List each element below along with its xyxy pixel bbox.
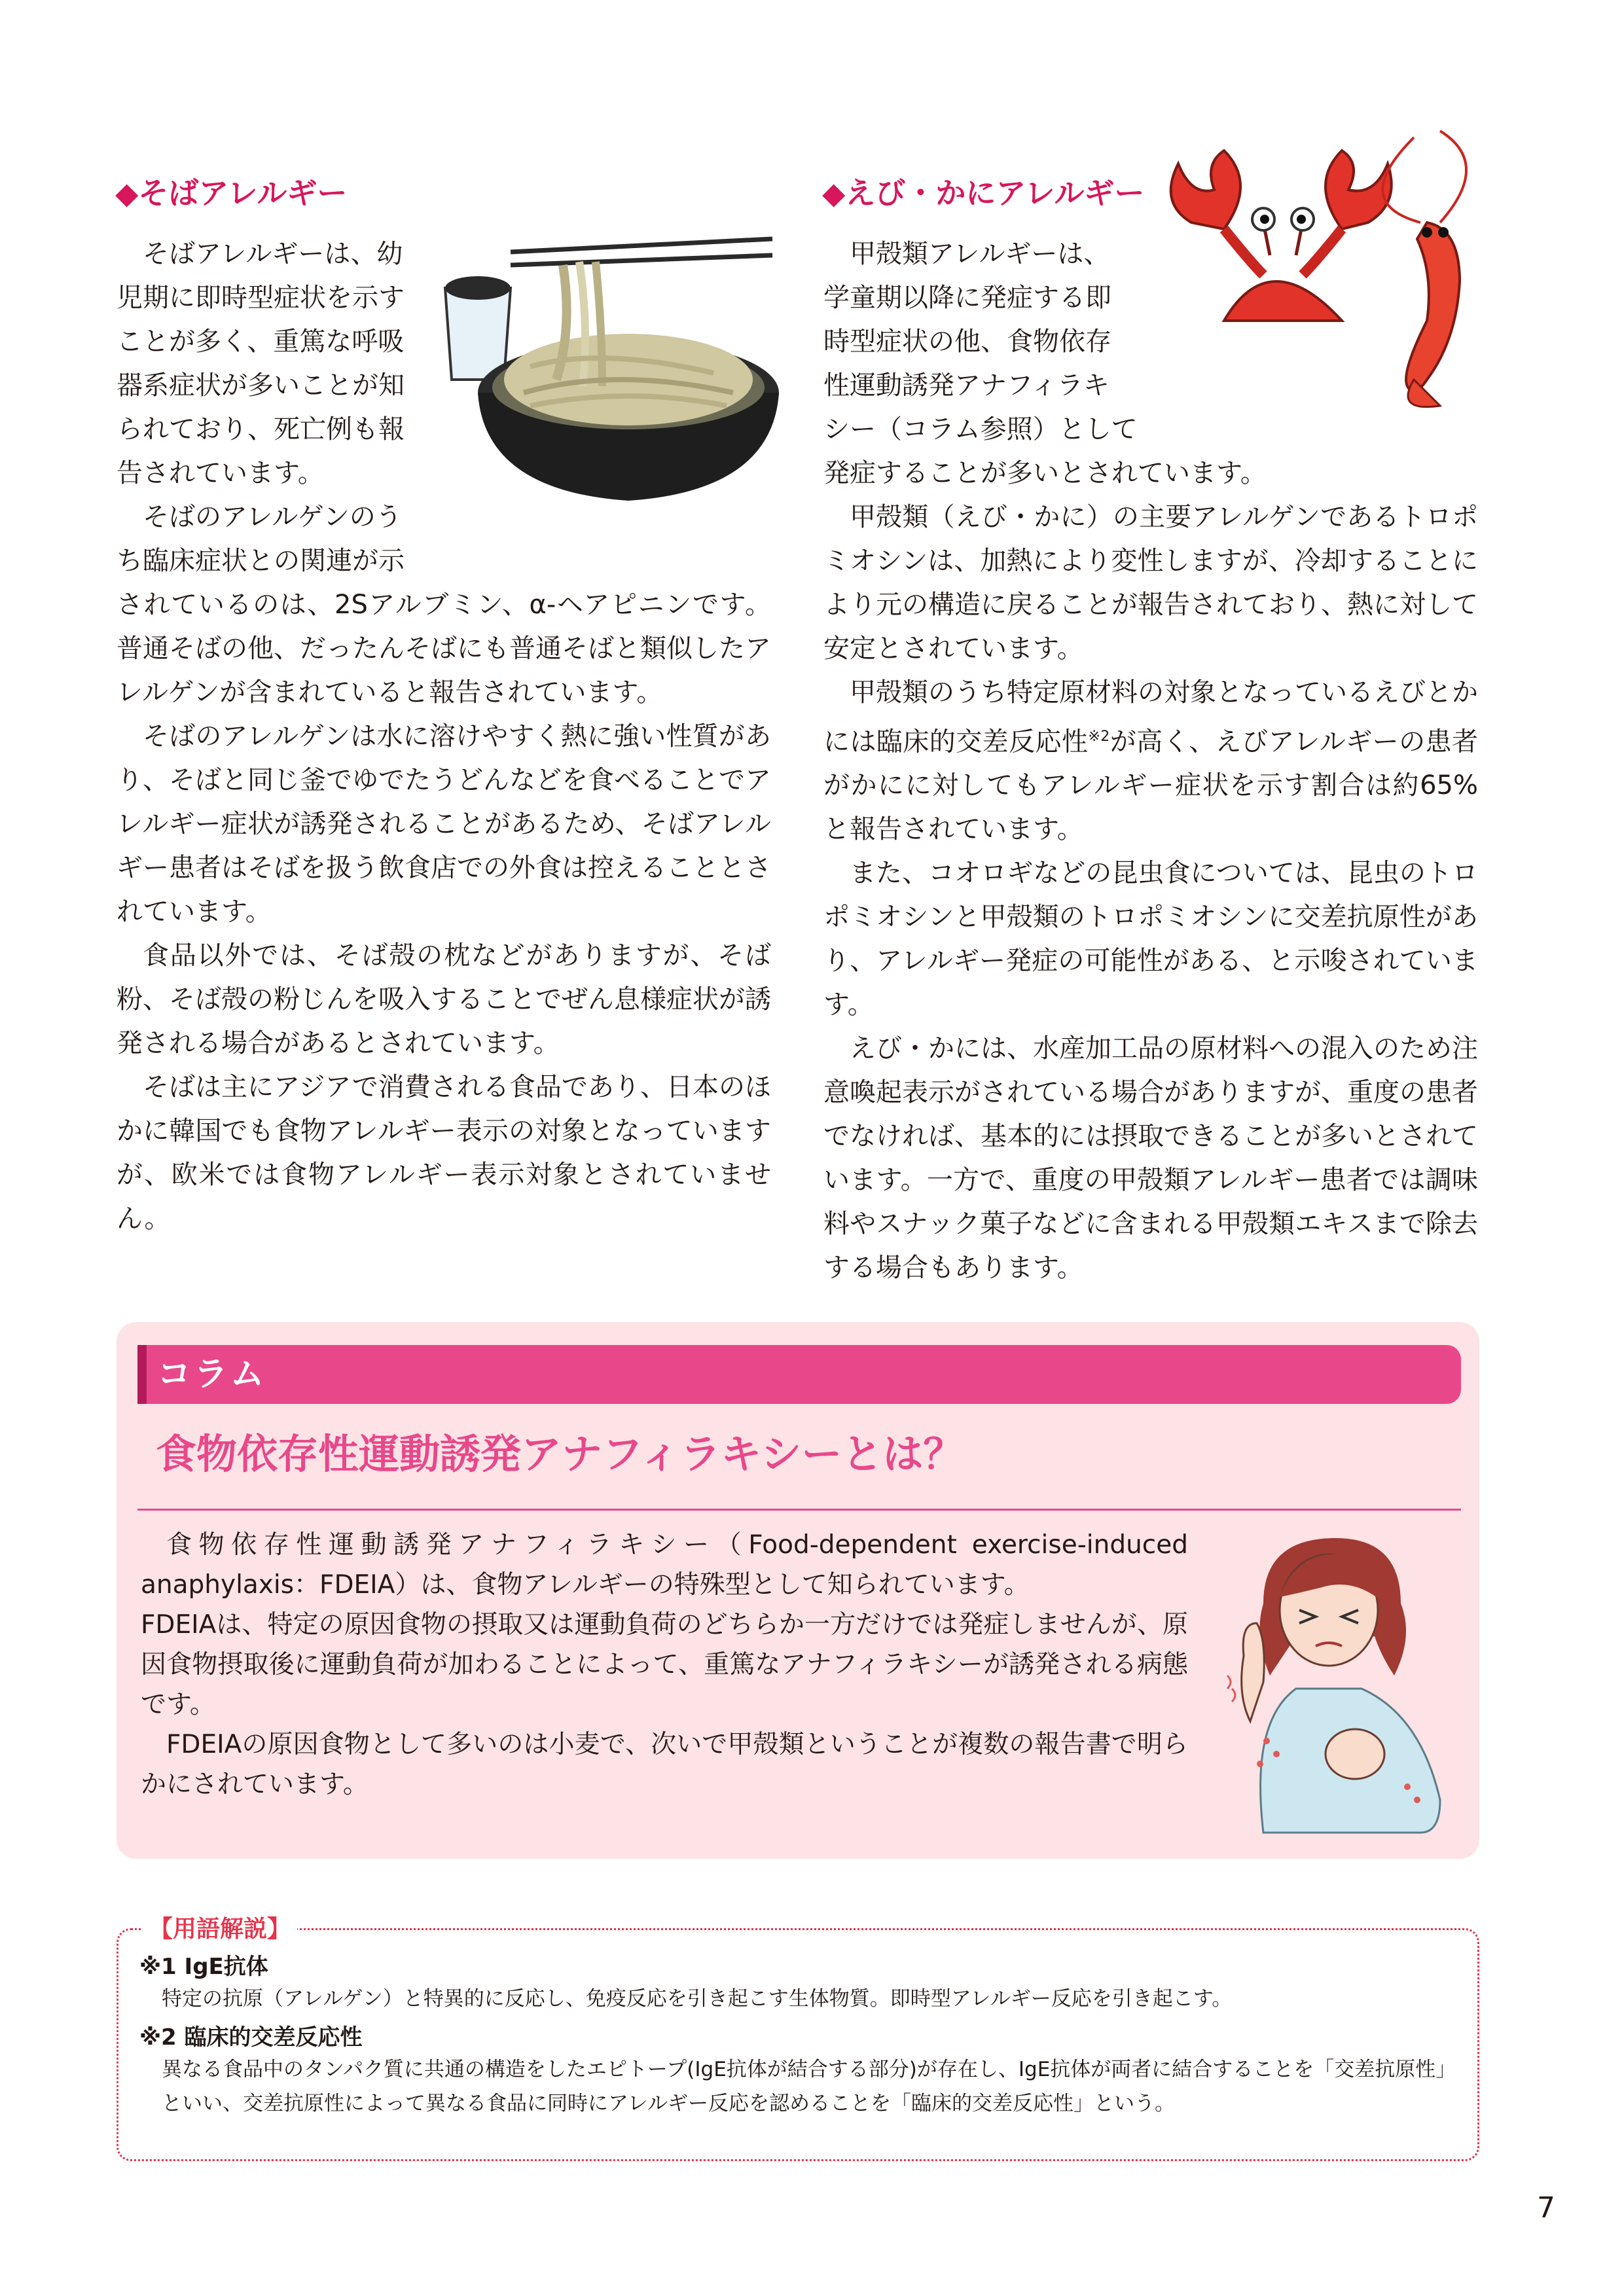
glossary-definition: 異なる食品中のタンパク質に共通の構造をしたエピトープ(IgE抗体が結合する部分)が存在し、IgE抗体が両者に結合することを「交差抗原性」といい、交差抗原性によって異なる食品に同時にアレルギー反応を認めることを「臨床的交差反応性」という。 [162, 2058, 1446, 2115]
shrimp-paragraph-3 [823, 671, 1478, 852]
soba-noodles-illustration [432, 216, 785, 517]
soba-paragraph-4: 食品以外では、そば殻の枕などがありますが、そば粉、そば殻の粉じんを吸入することでぜん息様症状が誘発される場合があるとされています。 [117, 941, 771, 1058]
text-line: 学童期以降に発症する即 [823, 283, 1111, 313]
column-paragraph-2: FDEIAは、特定の原因食物の摂取又は運動負荷のどちらか一方だけでは発症しませんが、原因食物摂取後に運動負荷が加わることによって、重篤なアナフィラキシーが誘発される病態です。 [141, 1610, 1188, 1719]
page-number: 7 [1537, 2191, 1555, 2225]
shrimp-intro-paragraph [823, 232, 1164, 452]
glossary-term: ※2 臨床的交差反応性 [139, 2024, 363, 2051]
column-label: コラム [157, 1355, 267, 1394]
crab-shrimp-illustration [1152, 124, 1492, 419]
column-title-rule [137, 1509, 1461, 1511]
shrimp-body [823, 452, 1478, 1290]
shrimp-paragraph-1-end: 発症することが多いとされています。 [823, 458, 1267, 488]
text-line: 性運動誘発アナフィラキ [823, 370, 1110, 401]
text-line: 時型症状の他、食物依存 [823, 327, 1111, 357]
column-paragraph-3: FDEIAの原因食物として多いのは小麦で、次いで甲殻類ということが複数の報告書で明らかにされています。 [141, 1730, 1188, 1799]
text-line: そばのアレルゲンのう [143, 502, 402, 532]
text-line: 児期に即時型症状を示す [117, 283, 405, 313]
shrimp-paragraph-2: 甲殻類（えび・かに）の主要アレルゲンであるトロポミオシンは、加熱により変性しますが、冷却することにより元の構造に戻ることが報告されており、熱に対して安定とされています。 [823, 502, 1478, 664]
text-span: 甲殻類のうち特定原材料の対象となっているえびとかには臨床的交差反応性 [823, 677, 1478, 757]
soba-intro-paragraph [117, 232, 437, 583]
column-paragraph-1: 食物依存性運動誘発アナフィラキシー（Food-dependent exercise-induced anaphylaxis：FDEIA）は、食物アレルギーの特殊型として知られています。 [141, 1530, 1188, 1600]
text-line: 甲殻類アレルギーは、 [850, 239, 1110, 269]
glossary-definition: 特定の抗原（アレルゲン）と特異的に反応し、免疫反応を引き起こす生体物質。即時型アレルギー反応を引き起こす。 [162, 1987, 1233, 2011]
soba-allergy-heading: ◆そばアレルギー [115, 175, 348, 211]
text-line: 告されています。 [117, 458, 324, 488]
column-body [141, 1525, 1188, 1804]
shrimp-paragraph-5: えび・かには、水産加工品の原材料への混入のため注意喚起表示がされている場合がありますが、重度の患者でなければ、基本的には摂取できることが多いとされています。一方で、重度の甲殻類アレルギー患者では調味料やスナック菓子などに含まれる甲殻類エキスまで除去する場合もあります。 [823, 1033, 1478, 1283]
text-line: られており、死亡例も報 [117, 414, 405, 444]
text-line: ち臨床症状との関連が示 [117, 546, 405, 576]
text-span: が高く、えびアレルギーの患者がかにに対してもアレルギー症状を示す割合は約65%と報告されています。 [823, 726, 1478, 845]
soba-body [117, 583, 771, 1241]
text-line: シー（コラム参照）として [823, 414, 1138, 444]
glossary-list [139, 1952, 1455, 2121]
glossary-title: 【用語解説】 [143, 1915, 297, 1944]
woman-symptoms-illustration [1224, 1525, 1460, 1839]
text-line: 器系症状が多いことが知 [117, 370, 405, 401]
soba-paragraph-2: されているのは、2Sアルブミン、α-ヘアピニンです。普通そばの他、だったんそばにも普通そばと類似したアレルゲンが含まれていると報告されています。 [117, 590, 771, 708]
glossary-term: ※1 IgE抗体 [139, 1954, 268, 1980]
text-line: そばアレルギーは、幼 [143, 239, 403, 269]
soba-paragraph-3: そばのアレルゲンは水に溶けやすく熱に強い性質があり、そばと同じ釜でゆでたうどんなどを食べることでアレルギー症状が誘発されることがあるため、そばアレルギー患者はそばを扱う飲食店での外食は控えることとされています。 [117, 721, 771, 927]
column-title: 食物依存性運動誘発アナフィラキシーとは？ [156, 1430, 964, 1478]
shrimp-crab-allergy-heading: ◆えび・かにアレルギー [822, 175, 1145, 211]
column-label-bar [137, 1345, 1461, 1404]
shrimp-paragraph-4: また、コオロギなどの昆虫食については、昆虫のトロポミオシンと甲殻類のトロポミオシンに交差抗原性があり、アレルギー発症の可能性がある、と示唆されています。 [823, 858, 1478, 1020]
soba-paragraph-5: そばは主にアジアで消費される食品であり、日本のほかに韓国でも食物アレルギー表示の対象となっていますが、欧米では食物アレルギー表示対象とされていません。 [117, 1072, 771, 1234]
column-label-accent [137, 1345, 147, 1404]
footnote-ref-2: ※2 [1088, 728, 1110, 745]
text-line: ことが多く、重篤な呼吸 [117, 327, 405, 357]
